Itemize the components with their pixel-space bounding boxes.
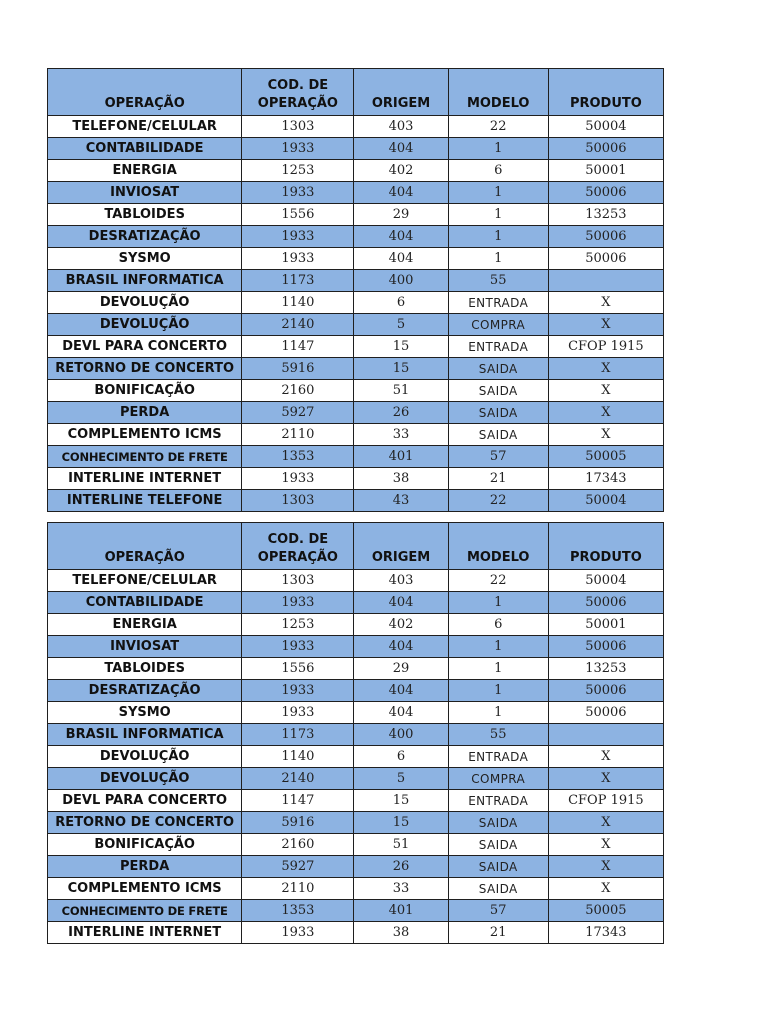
cell-cod-operacao: 5916	[242, 358, 354, 380]
cell-operacao: DEVL PARA CONCERTO	[48, 790, 242, 812]
cell-cod-operacao: 1556	[242, 204, 354, 226]
cell-produto: X	[548, 402, 663, 424]
cell-operacao: CONTABILIDADE	[48, 138, 242, 160]
cell-modelo: SAIDA	[448, 834, 548, 856]
cell-produto: 50006	[548, 182, 663, 204]
cell-operacao: DEVOLUÇÃO	[48, 746, 242, 768]
table-row	[48, 680, 664, 702]
cell-operacao: COMPLEMENTO ICMS	[48, 878, 242, 900]
cell-origem: 404	[354, 248, 448, 270]
cell-origem: 403	[354, 116, 448, 138]
cell-origem: 401	[354, 900, 448, 922]
header-origem: ORIGEM	[354, 69, 448, 116]
table-row	[48, 658, 664, 680]
cell-modelo: SAIDA	[448, 878, 548, 900]
cell-origem: 5	[354, 768, 448, 790]
cell-operacao: ENERGIA	[48, 614, 242, 636]
cell-cod-operacao: 1933	[242, 592, 354, 614]
cell-produto: X	[548, 358, 663, 380]
cell-modelo: 1	[448, 636, 548, 658]
cell-origem: 26	[354, 402, 448, 424]
header-modelo: MODELO	[448, 69, 548, 116]
cell-modelo: 1	[448, 658, 548, 680]
header-operacao: OPERAÇÃO	[48, 69, 242, 116]
cell-cod-operacao: 2160	[242, 834, 354, 856]
cell-origem: 404	[354, 592, 448, 614]
cell-cod-operacao: 2110	[242, 878, 354, 900]
cell-operacao: COMPLEMENTO ICMS	[48, 424, 242, 446]
cell-operacao: SYSMO	[48, 248, 242, 270]
cell-cod-operacao: 1353	[242, 446, 354, 468]
table-row	[48, 160, 664, 182]
cell-origem: 404	[354, 138, 448, 160]
table-row	[48, 592, 664, 614]
cell-operacao: INTERLINE INTERNET	[48, 922, 242, 944]
cell-produto: X	[548, 746, 663, 768]
table-row	[48, 270, 664, 292]
header-row	[48, 523, 664, 570]
header-cod-line2: OPERAÇÃO	[257, 550, 338, 565]
table-row	[48, 900, 664, 922]
cell-cod-operacao: 1933	[242, 182, 354, 204]
cell-modelo: SAIDA	[448, 358, 548, 380]
operations-table-2	[47, 522, 664, 944]
cell-operacao: CONTABILIDADE	[48, 592, 242, 614]
cell-origem: 6	[354, 292, 448, 314]
cell-modelo: 1	[448, 592, 548, 614]
cell-cod-operacao: 1933	[242, 680, 354, 702]
cell-produto: X	[548, 768, 663, 790]
cell-modelo: 1	[448, 204, 548, 226]
cell-operacao: RETORNO DE CONCERTO	[48, 812, 242, 834]
cell-origem: 15	[354, 336, 448, 358]
cell-operacao: PERDA	[48, 856, 242, 878]
cell-operacao: RETORNO DE CONCERTO	[48, 358, 242, 380]
cell-origem: 43	[354, 490, 448, 512]
cell-produto	[548, 724, 663, 746]
cell-origem: 5	[354, 314, 448, 336]
cell-modelo: SAIDA	[448, 402, 548, 424]
cell-operacao: INVIOSAT	[48, 182, 242, 204]
cell-operacao: BONIFICAÇÃO	[48, 834, 242, 856]
cell-modelo: SAIDA	[448, 424, 548, 446]
cell-origem: 51	[354, 380, 448, 402]
cell-cod-operacao: 1933	[242, 226, 354, 248]
cell-cod-operacao: 1147	[242, 336, 354, 358]
cell-modelo: 22	[448, 570, 548, 592]
table-row	[48, 922, 664, 944]
cell-modelo: 6	[448, 614, 548, 636]
header-origem: ORIGEM	[354, 523, 448, 570]
cell-produto: X	[548, 314, 663, 336]
cell-cod-operacao: 5927	[242, 856, 354, 878]
cell-modelo: 1	[448, 182, 548, 204]
cell-produto: 50006	[548, 226, 663, 248]
cell-operacao: DEVOLUÇÃO	[48, 314, 242, 336]
cell-origem: 404	[354, 636, 448, 658]
cell-cod-operacao: 5927	[242, 402, 354, 424]
cell-modelo: COMPRA	[448, 768, 548, 790]
cell-operacao: DESRATIZAÇÃO	[48, 680, 242, 702]
header-operacao: OPERAÇÃO	[48, 523, 242, 570]
cell-operacao: BRASIL INFORMATICA	[48, 724, 242, 746]
cell-origem: 402	[354, 160, 448, 182]
cell-produto: CFOP 1915	[548, 336, 663, 358]
cell-cod-operacao: 1303	[242, 116, 354, 138]
table-row	[48, 226, 664, 248]
cell-cod-operacao: 1253	[242, 160, 354, 182]
table-row	[48, 138, 664, 160]
cell-produto: 50006	[548, 248, 663, 270]
header-cod-line1: COD. DE	[267, 78, 329, 93]
table-row	[48, 358, 664, 380]
cell-origem: 15	[354, 790, 448, 812]
cell-cod-operacao: 1556	[242, 658, 354, 680]
table-row	[48, 424, 664, 446]
cell-origem: 26	[354, 856, 448, 878]
cell-origem: 51	[354, 834, 448, 856]
cell-operacao: DEVOLUÇÃO	[48, 768, 242, 790]
cell-produto: 50001	[548, 160, 663, 182]
table-row	[48, 614, 664, 636]
cell-origem: 404	[354, 702, 448, 724]
cell-origem: 404	[354, 680, 448, 702]
cell-produto: CFOP 1915	[548, 790, 663, 812]
cell-origem: 404	[354, 226, 448, 248]
table-row	[48, 878, 664, 900]
table-row	[48, 724, 664, 746]
cell-modelo: 1	[448, 680, 548, 702]
cell-produto: 50006	[548, 702, 663, 724]
cell-modelo: 1	[448, 248, 548, 270]
cell-cod-operacao: 2140	[242, 768, 354, 790]
table-row	[48, 490, 664, 512]
table-row	[48, 116, 664, 138]
header-modelo: MODELO	[448, 523, 548, 570]
cell-modelo: 57	[448, 900, 548, 922]
cell-produto: X	[548, 812, 663, 834]
cell-operacao: TABLOIDES	[48, 658, 242, 680]
cell-modelo: ENTRADA	[448, 746, 548, 768]
cell-origem: 29	[354, 658, 448, 680]
cell-operacao: PERDA	[48, 402, 242, 424]
cell-produto: 50006	[548, 680, 663, 702]
cell-origem: 33	[354, 878, 448, 900]
cell-modelo: 57	[448, 446, 548, 468]
header-produto: PRODUTO	[548, 69, 663, 116]
table-row	[48, 636, 664, 658]
cell-produto: 50004	[548, 490, 663, 512]
table-row	[48, 468, 664, 490]
cell-cod-operacao: 2160	[242, 380, 354, 402]
table-row	[48, 768, 664, 790]
cell-cod-operacao: 1147	[242, 790, 354, 812]
cell-origem: 29	[354, 204, 448, 226]
cell-produto: 17343	[548, 468, 663, 490]
cell-origem: 15	[354, 358, 448, 380]
cell-produto: X	[548, 878, 663, 900]
cell-origem: 402	[354, 614, 448, 636]
cell-operacao: INTERLINE INTERNET	[48, 468, 242, 490]
cell-operacao: TABLOIDES	[48, 204, 242, 226]
header-produto: PRODUTO	[548, 523, 663, 570]
cell-operacao: TELEFONE/CELULAR	[48, 116, 242, 138]
header-cod-operacao	[242, 69, 354, 116]
table-row	[48, 292, 664, 314]
cell-cod-operacao: 1303	[242, 570, 354, 592]
cell-operacao: DEVOLUÇÃO	[48, 292, 242, 314]
cell-cod-operacao: 1933	[242, 138, 354, 160]
cell-origem: 404	[354, 182, 448, 204]
table-row	[48, 204, 664, 226]
table-row	[48, 380, 664, 402]
cell-modelo: SAIDA	[448, 380, 548, 402]
cell-operacao: INVIOSAT	[48, 636, 242, 658]
cell-operacao: DESRATIZAÇÃO	[48, 226, 242, 248]
table-row	[48, 402, 664, 424]
cell-origem: 38	[354, 468, 448, 490]
cell-cod-operacao: 2140	[242, 314, 354, 336]
cell-cod-operacao: 1933	[242, 248, 354, 270]
cell-cod-operacao: 1253	[242, 614, 354, 636]
cell-operacao: CONHECIMENTO DE FRETE	[48, 900, 242, 922]
cell-produto: 50006	[548, 138, 663, 160]
cell-modelo: 55	[448, 270, 548, 292]
cell-origem: 403	[354, 570, 448, 592]
cell-operacao: CONHECIMENTO DE FRETE	[48, 446, 242, 468]
cell-produto: 50005	[548, 900, 663, 922]
table-row	[48, 314, 664, 336]
cell-cod-operacao: 1353	[242, 900, 354, 922]
table-row	[48, 446, 664, 468]
cell-operacao: ENERGIA	[48, 160, 242, 182]
table-row	[48, 856, 664, 878]
cell-produto: 17343	[548, 922, 663, 944]
cell-modelo: SAIDA	[448, 856, 548, 878]
cell-cod-operacao: 1933	[242, 922, 354, 944]
cell-modelo: ENTRADA	[448, 292, 548, 314]
cell-operacao: BONIFICAÇÃO	[48, 380, 242, 402]
cell-modelo: SAIDA	[448, 812, 548, 834]
header-row	[48, 69, 664, 116]
cell-origem: 401	[354, 446, 448, 468]
cell-cod-operacao: 1933	[242, 702, 354, 724]
header-cod-line2: OPERAÇÃO	[257, 96, 338, 111]
table-row	[48, 336, 664, 358]
cell-produto	[548, 270, 663, 292]
cell-origem: 400	[354, 270, 448, 292]
cell-modelo: 6	[448, 160, 548, 182]
cell-modelo: 55	[448, 724, 548, 746]
cell-origem: 38	[354, 922, 448, 944]
cell-origem: 400	[354, 724, 448, 746]
table-row	[48, 248, 664, 270]
operations-table-1	[47, 68, 664, 512]
cell-operacao: DEVL PARA CONCERTO	[48, 336, 242, 358]
cell-origem: 6	[354, 746, 448, 768]
cell-produto: X	[548, 424, 663, 446]
cell-modelo: 21	[448, 468, 548, 490]
cell-modelo: 1	[448, 702, 548, 724]
cell-produto: 13253	[548, 204, 663, 226]
cell-produto: 13253	[548, 658, 663, 680]
cell-produto: X	[548, 834, 663, 856]
cell-produto: 50006	[548, 636, 663, 658]
cell-cod-operacao: 1140	[242, 292, 354, 314]
cell-operacao: INTERLINE TELEFONE	[48, 490, 242, 512]
cell-produto: 50001	[548, 614, 663, 636]
cell-cod-operacao: 1303	[242, 490, 354, 512]
table-row	[48, 570, 664, 592]
header-cod-operacao	[242, 523, 354, 570]
cell-produto: 50005	[548, 446, 663, 468]
table-row	[48, 834, 664, 856]
cell-produto: 50006	[548, 592, 663, 614]
cell-cod-operacao: 1140	[242, 746, 354, 768]
cell-modelo: 21	[448, 922, 548, 944]
cell-cod-operacao: 1173	[242, 270, 354, 292]
cell-modelo: ENTRADA	[448, 336, 548, 358]
cell-cod-operacao: 2110	[242, 424, 354, 446]
cell-modelo: ENTRADA	[448, 790, 548, 812]
cell-modelo: COMPRA	[448, 314, 548, 336]
table-row	[48, 812, 664, 834]
table-row	[48, 182, 664, 204]
cell-produto: X	[548, 856, 663, 878]
table-row	[48, 746, 664, 768]
cell-operacao: SYSMO	[48, 702, 242, 724]
cell-origem: 15	[354, 812, 448, 834]
cell-operacao: BRASIL INFORMATICA	[48, 270, 242, 292]
cell-produto: X	[548, 292, 663, 314]
cell-modelo: 22	[448, 490, 548, 512]
header-cod-line1: COD. DE	[267, 532, 329, 547]
cell-produto: X	[548, 380, 663, 402]
cell-origem: 33	[354, 424, 448, 446]
cell-operacao: TELEFONE/CELULAR	[48, 570, 242, 592]
table-row	[48, 702, 664, 724]
cell-cod-operacao: 1933	[242, 636, 354, 658]
cell-modelo: 1	[448, 226, 548, 248]
cell-cod-operacao: 5916	[242, 812, 354, 834]
cell-cod-operacao: 1933	[242, 468, 354, 490]
cell-modelo: 1	[448, 138, 548, 160]
cell-produto: 50004	[548, 570, 663, 592]
cell-cod-operacao: 1173	[242, 724, 354, 746]
cell-produto: 50004	[548, 116, 663, 138]
table-row	[48, 790, 664, 812]
cell-modelo: 22	[448, 116, 548, 138]
